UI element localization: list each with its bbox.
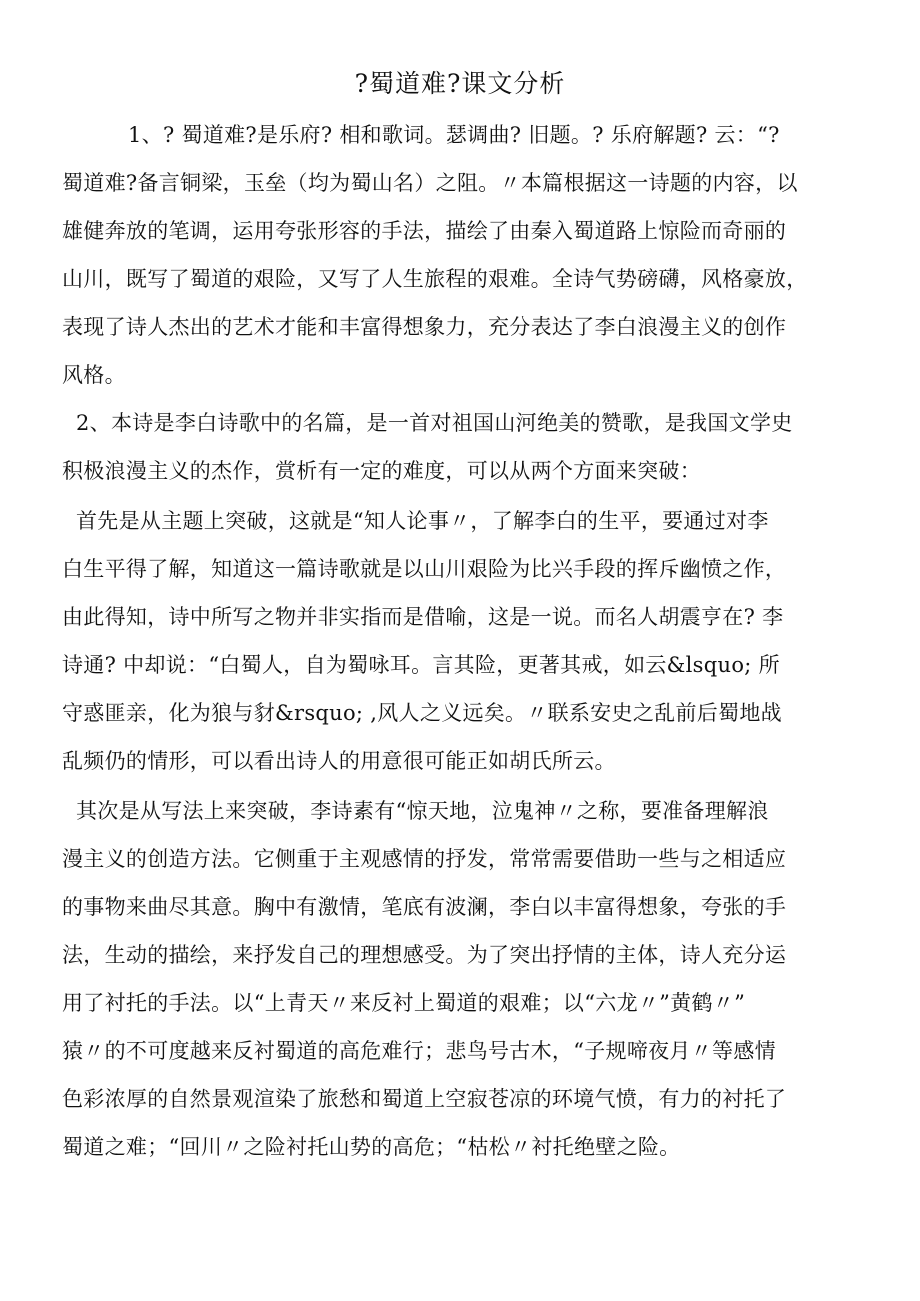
text-line: 诗通? 中却说：“白蜀人，自为蜀咏耳。言其险，更著其戒，如云&lsquo; 所 bbox=[62, 653, 780, 677]
text-line: 乱频仍的情形，可以看出诗人的用意很可能正如胡氏所云。 bbox=[62, 749, 616, 773]
text-line: 色彩浓厚的自然景观渲染了旅愁和蜀道上空寂苍凉的环境气愤，有力的衬托了 bbox=[62, 1087, 787, 1111]
text-line: 1、? 蜀道难?是乐府? 相和歌词。瑟调曲? 旧题。? 乐府解题? 云：“? bbox=[128, 123, 780, 147]
text-line: 表现了诗人杰出的艺术才能和丰富得想象力，充分表达了李白浪漫主义的创作 bbox=[62, 315, 787, 339]
text-line: 法，生动的描绘，来抒发自己的理想感受。为了突出抒情的主体，诗人充分运 bbox=[62, 943, 787, 967]
text-line: 猿〃的不可度越来反衬蜀道的高危难行；悲鸟号古木，“子规啼夜月〃等感情 bbox=[62, 1039, 776, 1063]
text-line: 首先是从主题上突破，这就是“知人论事〃，了解李白的生平，要通过对李 bbox=[76, 509, 769, 533]
text-line: 雄健奔放的笔调，运用夸张形容的手法，描绘了由秦入蜀道路上惊险而奇丽的 bbox=[62, 219, 787, 243]
text-line: 守惑匪亲，化为狼与豺&rsquo; ,风人之义远矣。〃联系安史之乱前后蜀地战 bbox=[62, 701, 782, 725]
document-title: ?蜀道难?课文分析 bbox=[354, 69, 566, 98]
text-line: 其次是从写法上来突破，李诗素有“惊天地，泣鬼神〃之称，要准备理解浪 bbox=[76, 799, 769, 823]
text-line: 漫主义的创造方法。它侧重于主观感情的抒发，常常需要借助一些与之相适应 bbox=[62, 847, 787, 871]
text-line: 积极浪漫主义的杰作，赏析有一定的难度，可以从两个方面来突破： bbox=[62, 459, 701, 483]
text-line: 山川，既写了蜀道的艰险，又写了人生旅程的艰难。全诗气势磅礴，风格豪放， bbox=[62, 267, 808, 291]
text-line: 蜀道之难；“回川〃之险衬托山势的高危；“枯松〃衬托绝壁之险。 bbox=[62, 1135, 681, 1159]
text-line: 白生平得了解，知道这一篇诗歌就是以山川艰险为比兴手段的挥斥幽愤之作， bbox=[62, 557, 787, 581]
text-line: 由此得知，诗中所写之物并非实指而是借喻，这是一说。而名人胡震亨在? 李 bbox=[62, 605, 784, 629]
text-line: 的事物来曲尽其意。胸中有激情，笔底有波澜，李白以丰富得想象，夸张的手 bbox=[62, 895, 787, 919]
text-line: 蜀道难?备言铜梁，玉垒（均为蜀山名）之阻。〃本篇根据这一诗题的内容，以 bbox=[62, 171, 798, 195]
text-line: 2、本诗是李白诗歌中的名篇，是一首对祖国山河绝美的赞歌，是我国文学史 bbox=[76, 411, 793, 435]
text-line: 风格。 bbox=[62, 363, 126, 387]
text-line: 用了衬托的手法。以“上青天〃来反衬上蜀道的艰难；以“六龙〃”黄鹤〃” bbox=[62, 991, 746, 1015]
